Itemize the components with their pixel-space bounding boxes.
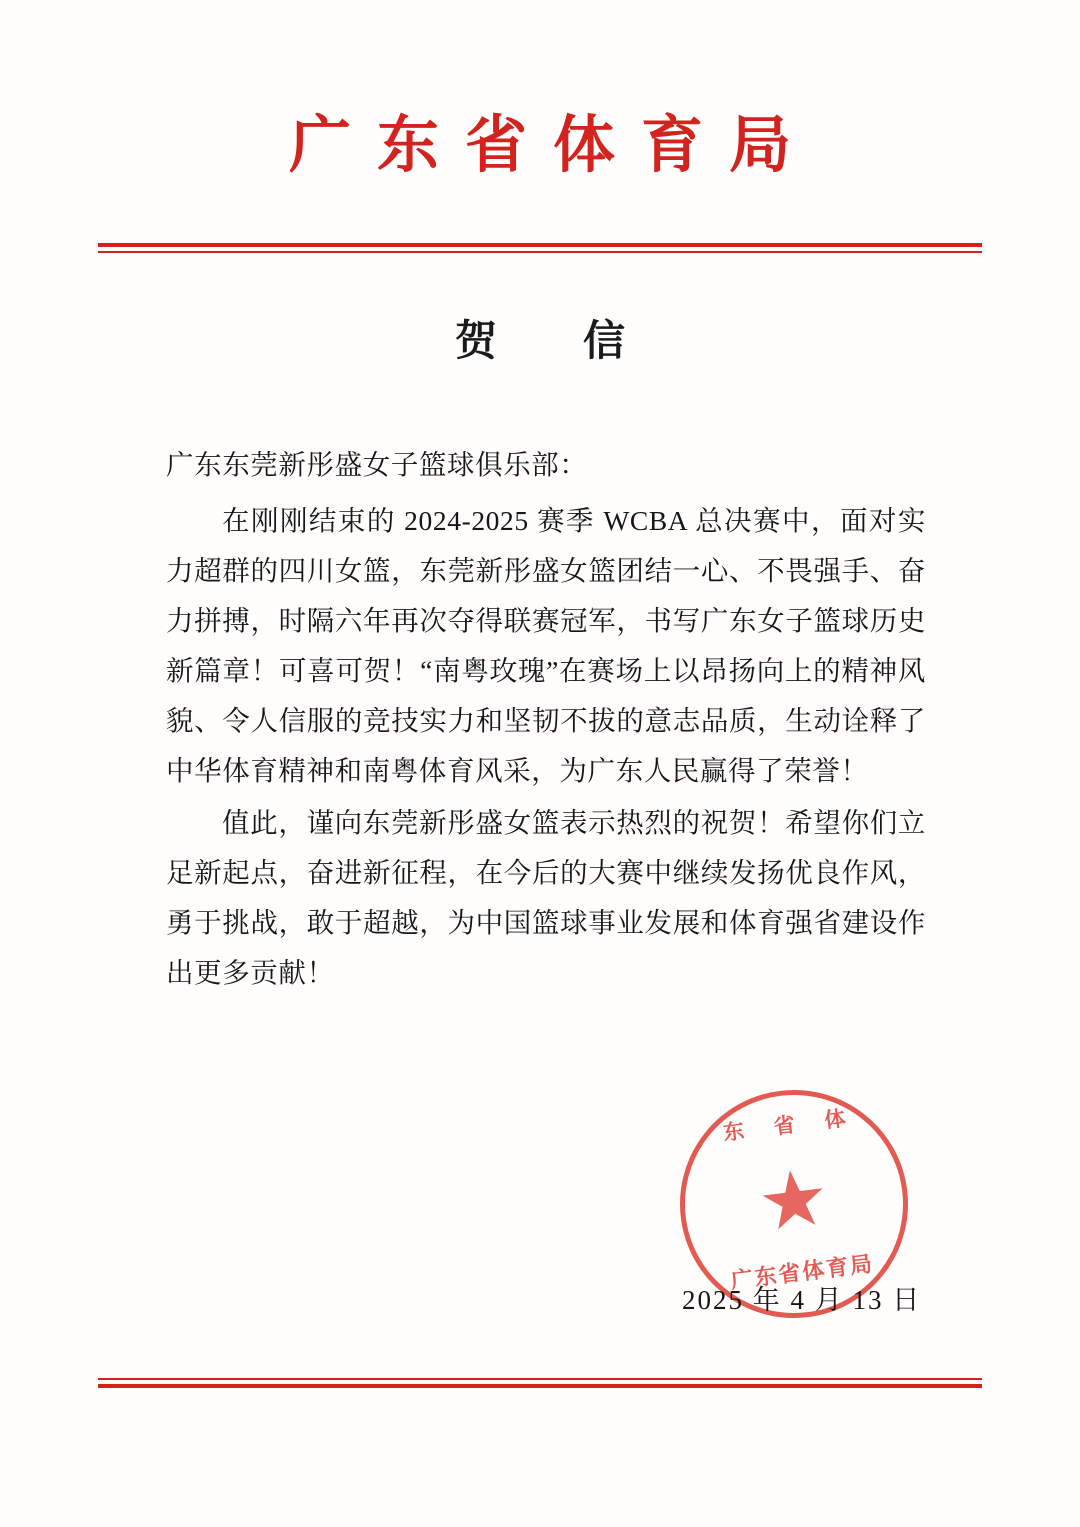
document-body (166, 440, 926, 998)
letterhead (0, 112, 1080, 180)
body-paragraph-2: 值此，谨向东莞新彤盛女篮表示热烈的祝贺！希望你们立足新起点，奋进新征程，在今后的大赛中继续发扬优良作风，勇于挑战，敢于超越，为中国篮球事业发展和体育强省建设作出更多贡献！ (166, 807, 926, 988)
salutation: 广东东莞新彤盛女子篮球俱乐部： (166, 449, 588, 480)
signature-date: 2025 年 4 月 13 日 (682, 1285, 922, 1315)
seal-bottom-text: 广东省体育局 (729, 1250, 876, 1294)
page-title: 贺 信 (454, 319, 647, 365)
seal-top-text: 东省体 (721, 1102, 877, 1145)
body-paragraph-1: 在刚刚结束的 2024-2025 赛季 WCBA 总决赛中，面对实力超群的四川女篮，东莞新彤盛女篮团结一心、不畏强手、奋力拼搏，时隔六年再次夺得联赛冠军，书写广东女子篮球历史新篇章！可喜可贺！“南粤玫瑰”在赛场上以昂扬向上的精神风貌、令人信服的竞技实力和坚韧不拔的意志品质，生动诠释了中华体育精神和南粤体育风采，为广东人民赢得了荣誉！ (166, 505, 926, 786)
footer-divider (98, 1378, 982, 1388)
star-icon (759, 1166, 828, 1235)
footer-divider-thick-line (98, 1384, 982, 1388)
signature-block (660, 1090, 960, 1320)
header-divider (98, 243, 982, 253)
letterhead-organization: 广东省体育局 (288, 112, 817, 180)
header-divider-thin-line (98, 251, 982, 253)
